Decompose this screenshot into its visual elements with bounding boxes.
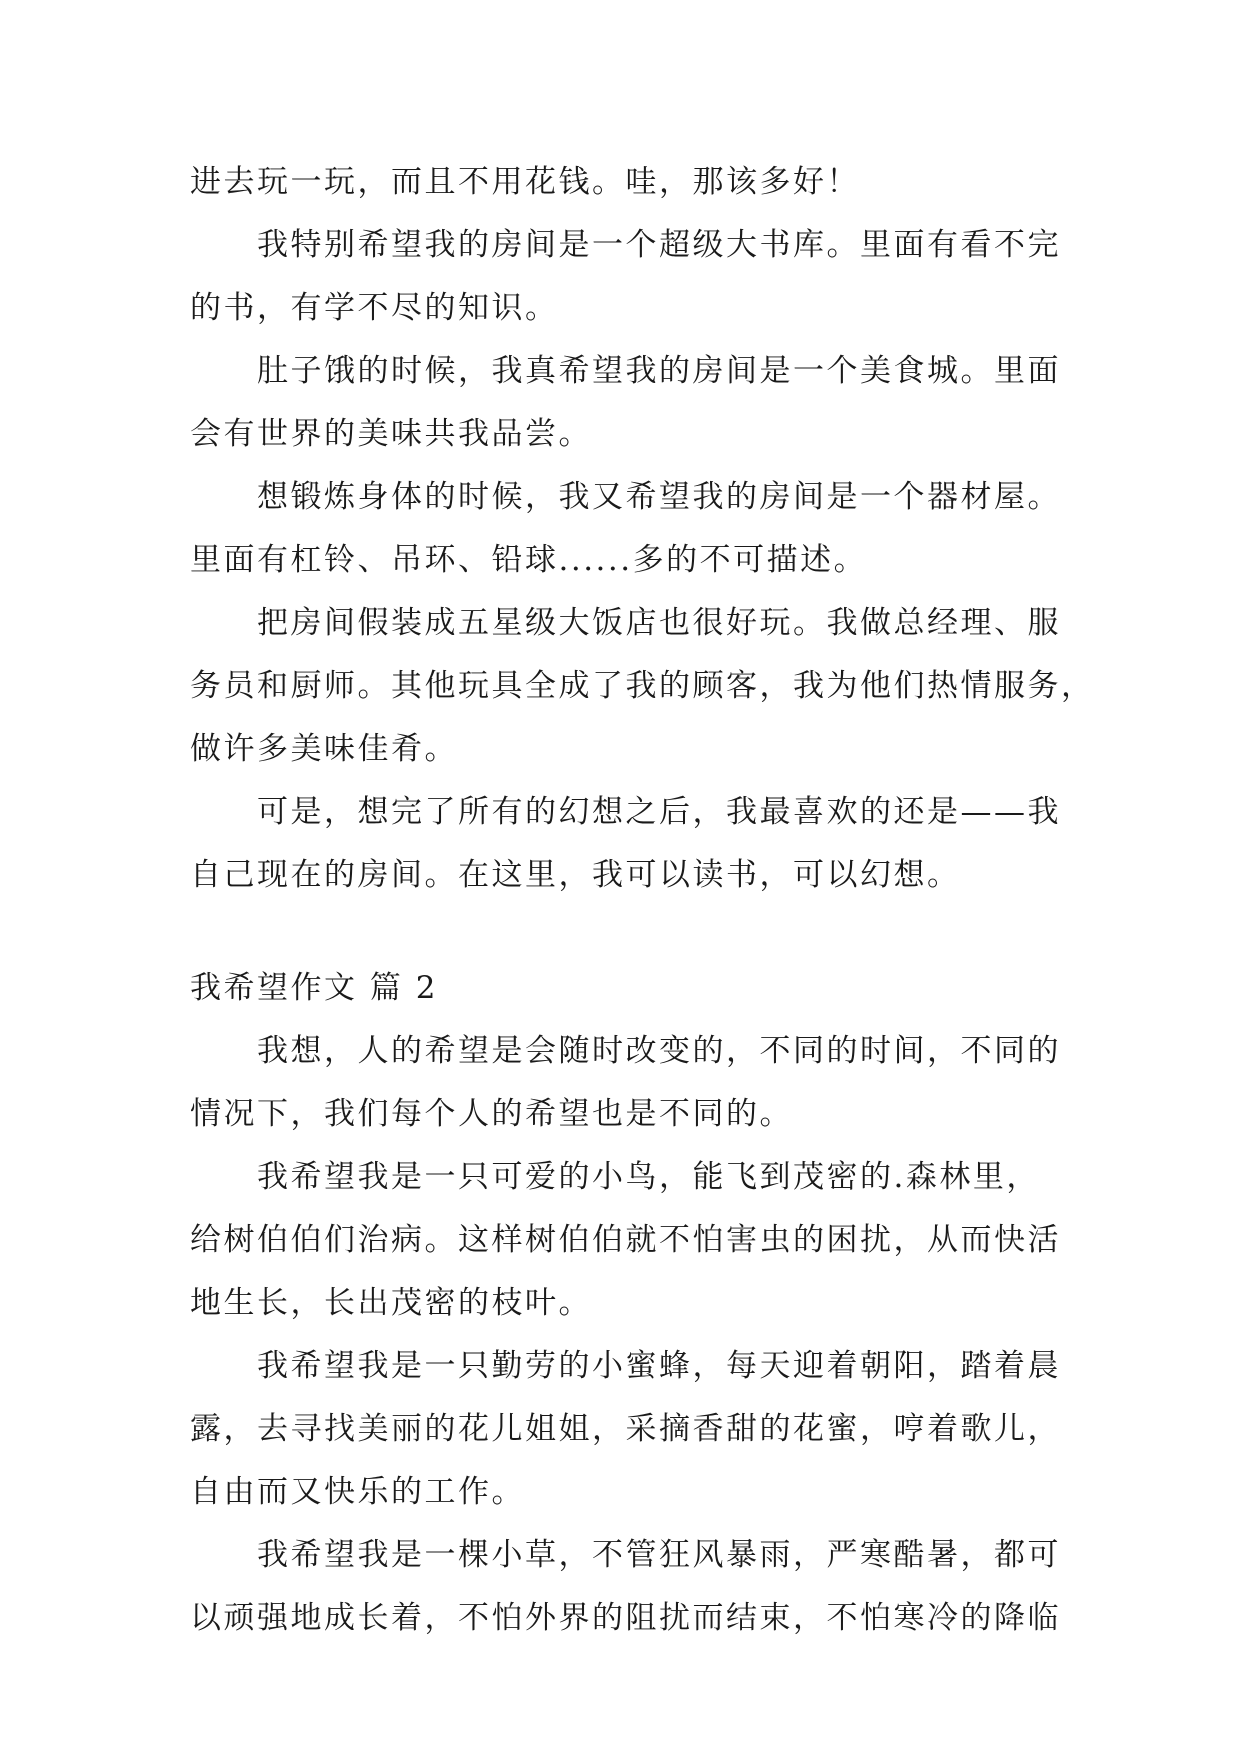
paragraph-start-line: 我特别希望我的房间是一个超级大书库。里面有看不完 [257, 227, 1061, 263]
paragraph-start-line: 我希望我是一只可爱的小鸟，能飞到茂密的.森林里， [257, 1159, 1040, 1195]
text-line: 会有世界的美味共我品尝。 [190, 416, 592, 452]
paragraph-start-line: 肚子饿的时候，我真希望我的房间是一个美食城。里面 [257, 353, 1061, 389]
paragraph-start-line: 把房间假装成五星级大饭店也很好玩。我做总经理、服 [257, 605, 1061, 641]
text-line: 务员和厨师。其他玩具全成了我的顾客，我为他们热情服务， [190, 668, 1095, 704]
text-line: 露，去寻找美丽的花儿姐姐，采摘香甜的花蜜，哼着歌儿， [190, 1411, 1061, 1447]
text-line: 自由而又快乐的工作。 [190, 1474, 525, 1510]
text-line: 情况下，我们每个人的希望也是不同的。 [190, 1096, 793, 1132]
text-line: 做许多美味佳肴。 [190, 731, 458, 767]
text-line: 进去玩一玩，而且不用花钱。哇，那该多好！ [190, 164, 860, 200]
paragraph-start-line: 我想，人的希望是会随时改变的，不同的时间，不同的 [257, 1033, 1061, 1069]
text-line: 地生长，长出茂密的枝叶。 [190, 1285, 592, 1321]
text-line: 以顽强地成长着，不怕外界的阻扰而结束，不怕寒冷的降临 [190, 1600, 1061, 1636]
text-line: 里面有杠铃、吊环、铅球......多的不可描述。 [190, 542, 868, 578]
paragraph-start-line: 想锻炼身体的时候，我又希望我的房间是一个器材屋。 [257, 479, 1061, 515]
text-line: 的书，有学不尽的知识。 [190, 290, 559, 326]
section-heading: 我希望作文 篇 2 [190, 970, 438, 1006]
text-line: 给树伯伯们治病。这样树伯伯就不怕害虫的困扰，从而快活 [190, 1222, 1061, 1258]
paragraph-start-line: 我希望我是一只勤劳的小蜜蜂，每天迎着朝阳，踏着晨 [257, 1348, 1061, 1384]
text-line: 自己现在的房间。在这里，我可以读书，可以幻想。 [190, 857, 961, 893]
paragraph-start-line: 我希望我是一棵小草，不管狂风暴雨，严寒酷暑，都可 [257, 1537, 1061, 1573]
paragraph-start-line: 可是，想完了所有的幻想之后，我最喜欢的还是——我 [257, 794, 1061, 830]
